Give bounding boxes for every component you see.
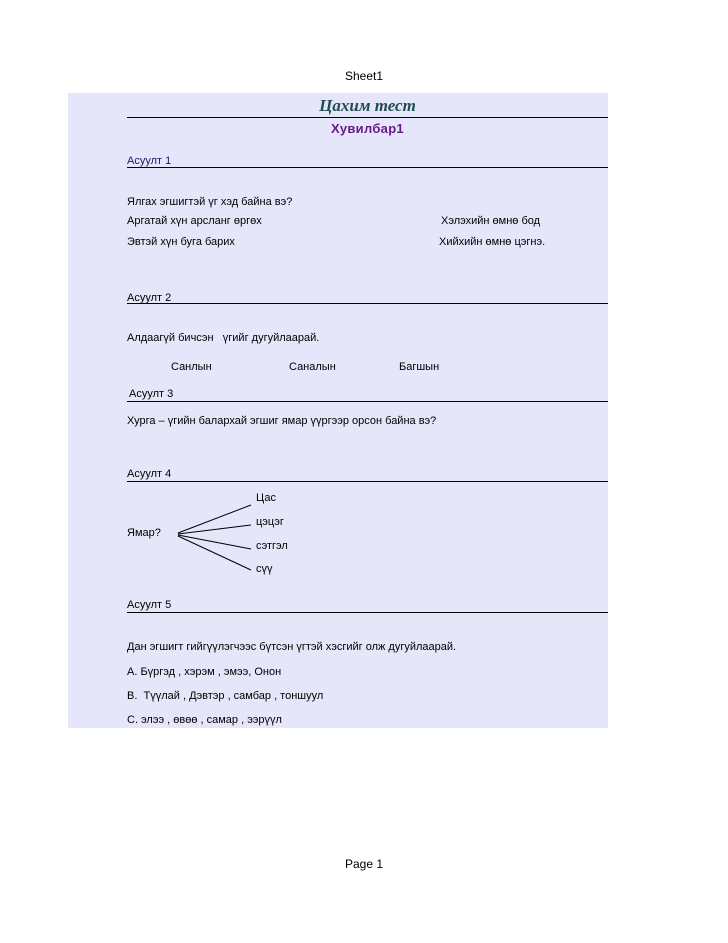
connector-line-2 (178, 525, 251, 534)
connector-line-4 (178, 536, 251, 570)
question-2-option-3: Багшын (399, 361, 440, 373)
page-number-footer: Page 1 (344, 857, 384, 871)
question-4-option-2: цэцэг (256, 516, 284, 528)
connector-line-3 (178, 535, 251, 549)
question-1-row-1-right: Хэлэхийн өмнө бод (441, 215, 541, 227)
question-5-label: Асуулт 5 (127, 599, 172, 611)
question-3-text: Хурга – үгийн балархай эгшиг ямар үүргээр орсон байна вэ? (127, 415, 437, 427)
question-4-label: Асуулт 4 (127, 468, 172, 480)
test-title: Цахим тест (319, 96, 416, 115)
question-5-text: Дан эгшигт гийгүүлэгчээс бүтсэн үгтэй хэсгийг олж дугуйлаарай. (127, 641, 457, 653)
question-1-row-2-left: Эвтэй хүн буга барих (127, 236, 235, 248)
question-5-divider (127, 612, 608, 613)
question-4-option-3: сэтгэл (256, 540, 288, 552)
question-2-option-1: Санлын (171, 361, 212, 373)
question-2-label: Асуулт 2 (127, 292, 172, 304)
question-3-label: Асуулт 3 (129, 388, 174, 400)
question-1-row-1-left: Аргатай хүн арсланг өргөх (127, 215, 262, 227)
question-5-option-b: B. Түүлай , Дэвтэр , самбар , тоншуул (127, 690, 324, 702)
question-1-label: Асуулт 1 (127, 155, 172, 167)
question-5-option-c: C. элээ , өвөө , самар , ээрүүл (127, 714, 282, 726)
question-1-row-2-right: Хийхийн өмнө цэгнэ. (439, 236, 546, 248)
question-4-option-4: сүү (256, 563, 273, 575)
question-4-option-1: Цас (256, 492, 276, 504)
question-2-option-2: Саналын (289, 361, 336, 373)
variant-subtitle: Хувилбар1 (331, 121, 404, 136)
question-2-text: Алдаагүй бичсэн үгийг дугуйлаарай. (127, 332, 320, 344)
question-4-prompt: Ямар? (127, 527, 161, 539)
connector-line-1 (178, 505, 251, 533)
question-5-option-a: A. Бүргэд , хэрэм , эмээ, Онон (127, 666, 282, 678)
question-1-text: Ялгах эгшигтэй үг хэд байна вэ? (127, 196, 293, 208)
sheet-name-header: Sheet1 (344, 69, 384, 83)
